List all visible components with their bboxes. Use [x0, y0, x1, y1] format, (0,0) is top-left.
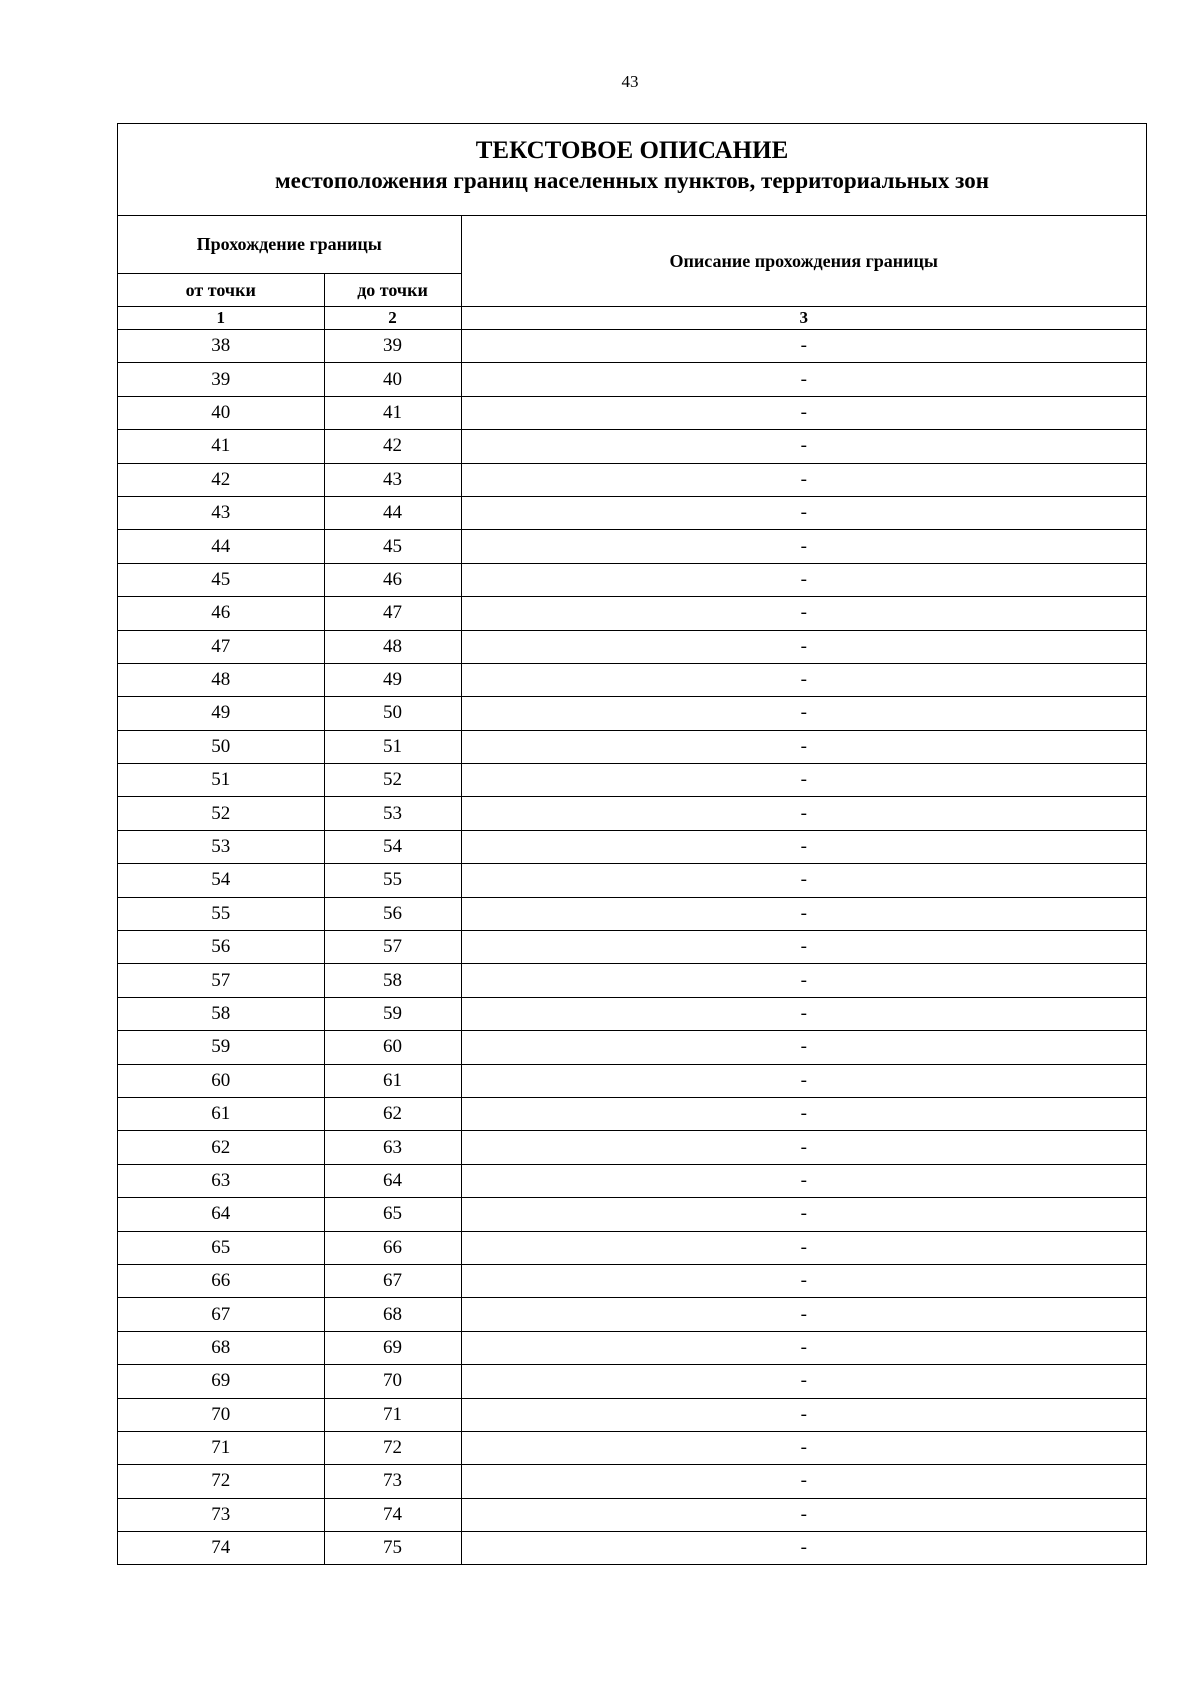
from-point-cell: 68 — [118, 1331, 324, 1364]
from-point-cell: 70 — [118, 1398, 324, 1431]
table-row — [118, 797, 1146, 830]
to-point-cell: 64 — [324, 1164, 461, 1197]
description-cell: - — [461, 1465, 1146, 1498]
table-row — [118, 630, 1146, 663]
table-row — [118, 931, 1146, 964]
document-title — [118, 124, 1146, 216]
to-point-cell: 51 — [324, 730, 461, 763]
table-row — [118, 1398, 1146, 1431]
description-cell: - — [461, 463, 1146, 496]
to-point-cell: 65 — [324, 1198, 461, 1231]
table-row — [118, 1264, 1146, 1297]
from-point-cell: 59 — [118, 1031, 324, 1064]
from-point-cell: 65 — [118, 1231, 324, 1264]
from-point-cell: 55 — [118, 897, 324, 930]
table-row — [118, 897, 1146, 930]
column-number-2: 2 — [324, 307, 461, 330]
description-cell: - — [461, 1198, 1146, 1231]
description-cell: - — [461, 630, 1146, 663]
description-cell: - — [461, 897, 1146, 930]
to-point-cell: 68 — [324, 1298, 461, 1331]
table-row — [118, 1198, 1146, 1231]
header-from-point: от точки — [118, 274, 324, 307]
description-cell: - — [461, 597, 1146, 630]
to-point-cell: 55 — [324, 864, 461, 897]
table-header — [118, 216, 1146, 330]
from-point-cell: 53 — [118, 830, 324, 863]
description-cell: - — [461, 1097, 1146, 1130]
from-point-cell: 41 — [118, 430, 324, 463]
description-cell: - — [461, 396, 1146, 429]
from-point-cell: 40 — [118, 396, 324, 429]
to-point-cell: 39 — [324, 330, 461, 363]
from-point-cell: 38 — [118, 330, 324, 363]
table-row — [118, 530, 1146, 563]
from-point-cell: 63 — [118, 1164, 324, 1197]
from-point-cell: 62 — [118, 1131, 324, 1164]
to-point-cell: 48 — [324, 630, 461, 663]
table-row — [118, 1131, 1146, 1164]
to-point-cell: 45 — [324, 530, 461, 563]
from-point-cell: 50 — [118, 730, 324, 763]
description-cell: - — [461, 1131, 1146, 1164]
description-cell: - — [461, 496, 1146, 529]
table-row — [118, 597, 1146, 630]
table-row — [118, 864, 1146, 897]
to-point-cell: 72 — [324, 1431, 461, 1464]
from-point-cell: 45 — [118, 563, 324, 596]
description-cell: - — [461, 997, 1146, 1030]
from-point-cell: 67 — [118, 1298, 324, 1331]
table-row — [118, 1031, 1146, 1064]
table-row — [118, 1097, 1146, 1130]
table-row — [118, 1064, 1146, 1097]
from-point-cell: 69 — [118, 1365, 324, 1398]
table-row — [118, 764, 1146, 797]
to-point-cell: 58 — [324, 964, 461, 997]
to-point-cell: 62 — [324, 1097, 461, 1130]
description-cell: - — [461, 1365, 1146, 1398]
table-row — [118, 1498, 1146, 1531]
to-point-cell: 73 — [324, 1465, 461, 1498]
description-cell: - — [461, 764, 1146, 797]
to-point-cell: 44 — [324, 496, 461, 529]
description-cell: - — [461, 1298, 1146, 1331]
from-point-cell: 52 — [118, 797, 324, 830]
table-row — [118, 1465, 1146, 1498]
from-point-cell: 74 — [118, 1532, 324, 1565]
table-row — [118, 663, 1146, 696]
from-point-cell: 58 — [118, 997, 324, 1030]
to-point-cell: 67 — [324, 1264, 461, 1297]
to-point-cell: 66 — [324, 1231, 461, 1264]
description-cell: - — [461, 1431, 1146, 1464]
description-cell: - — [461, 864, 1146, 897]
to-point-cell: 53 — [324, 797, 461, 830]
to-point-cell: 43 — [324, 463, 461, 496]
description-cell: - — [461, 1331, 1146, 1364]
to-point-cell: 75 — [324, 1532, 461, 1565]
from-point-cell: 44 — [118, 530, 324, 563]
description-cell: - — [461, 663, 1146, 696]
from-point-cell: 43 — [118, 496, 324, 529]
description-cell: - — [461, 730, 1146, 763]
to-point-cell: 40 — [324, 363, 461, 396]
description-cell: - — [461, 964, 1146, 997]
to-point-cell: 57 — [324, 931, 461, 964]
table-row — [118, 1231, 1146, 1264]
table-row — [118, 997, 1146, 1030]
boundary-description-document — [117, 123, 1147, 1565]
to-point-cell: 52 — [324, 764, 461, 797]
to-point-cell: 74 — [324, 1498, 461, 1531]
to-point-cell: 71 — [324, 1398, 461, 1431]
description-cell: - — [461, 1532, 1146, 1565]
to-point-cell: 59 — [324, 997, 461, 1030]
from-point-cell: 61 — [118, 1097, 324, 1130]
to-point-cell: 69 — [324, 1331, 461, 1364]
table-row — [118, 1532, 1146, 1565]
description-cell: - — [461, 530, 1146, 563]
table-row — [118, 1431, 1146, 1464]
from-point-cell: 66 — [118, 1264, 324, 1297]
description-cell: - — [461, 697, 1146, 730]
from-point-cell: 54 — [118, 864, 324, 897]
table-row — [118, 430, 1146, 463]
title-line-1: ТЕКСТОВОЕ ОПИСАНИЕ — [475, 137, 789, 164]
title-line-2: местоположения границ населенных пунктов, территориальных зон — [275, 168, 989, 193]
description-cell: - — [461, 430, 1146, 463]
column-number-3: 3 — [461, 307, 1146, 330]
description-cell: - — [461, 1231, 1146, 1264]
header-description: Описание прохождения границы — [461, 216, 1146, 307]
description-cell: - — [461, 1264, 1146, 1297]
to-point-cell: 61 — [324, 1064, 461, 1097]
from-point-cell: 64 — [118, 1198, 324, 1231]
table-row — [118, 496, 1146, 529]
to-point-cell: 49 — [324, 663, 461, 696]
description-cell: - — [461, 1398, 1146, 1431]
to-point-cell: 56 — [324, 897, 461, 930]
from-point-cell: 48 — [118, 663, 324, 696]
from-point-cell: 71 — [118, 1431, 324, 1464]
table-row — [118, 463, 1146, 496]
table-row — [118, 396, 1146, 429]
description-cell: - — [461, 1031, 1146, 1064]
description-cell: - — [461, 1498, 1146, 1531]
table-row — [118, 363, 1146, 396]
to-point-cell: 47 — [324, 597, 461, 630]
table-row — [118, 330, 1146, 363]
table-row — [118, 1298, 1146, 1331]
from-point-cell: 47 — [118, 630, 324, 663]
boundary-table — [118, 216, 1146, 1565]
to-point-cell: 50 — [324, 697, 461, 730]
to-point-cell: 60 — [324, 1031, 461, 1064]
to-point-cell: 41 — [324, 396, 461, 429]
table-row — [118, 563, 1146, 596]
table-row — [118, 964, 1146, 997]
table-row — [118, 1331, 1146, 1364]
table-row — [118, 1365, 1146, 1398]
table-row — [118, 697, 1146, 730]
description-cell: - — [461, 1164, 1146, 1197]
from-point-cell: 42 — [118, 463, 324, 496]
from-point-cell: 39 — [118, 363, 324, 396]
header-to-point: до точки — [324, 274, 461, 307]
from-point-cell: 46 — [118, 597, 324, 630]
header-boundary-passage: Прохождение границы — [118, 216, 461, 274]
description-cell: - — [461, 797, 1146, 830]
to-point-cell: 46 — [324, 563, 461, 596]
from-point-cell: 49 — [118, 697, 324, 730]
description-cell: - — [461, 363, 1146, 396]
description-cell: - — [461, 1064, 1146, 1097]
from-point-cell: 60 — [118, 1064, 324, 1097]
table-body — [118, 330, 1146, 1565]
column-number-1: 1 — [118, 307, 324, 330]
to-point-cell: 63 — [324, 1131, 461, 1164]
description-cell: - — [461, 330, 1146, 363]
from-point-cell: 72 — [118, 1465, 324, 1498]
to-point-cell: 70 — [324, 1365, 461, 1398]
description-cell: - — [461, 830, 1146, 863]
table-row — [118, 830, 1146, 863]
to-point-cell: 54 — [324, 830, 461, 863]
table-row — [118, 1164, 1146, 1197]
description-cell: - — [461, 931, 1146, 964]
from-point-cell: 56 — [118, 931, 324, 964]
from-point-cell: 73 — [118, 1498, 324, 1531]
table-row — [118, 730, 1146, 763]
page-number: 43 — [621, 72, 639, 91]
from-point-cell: 51 — [118, 764, 324, 797]
description-cell: - — [461, 563, 1146, 596]
from-point-cell: 57 — [118, 964, 324, 997]
to-point-cell: 42 — [324, 430, 461, 463]
